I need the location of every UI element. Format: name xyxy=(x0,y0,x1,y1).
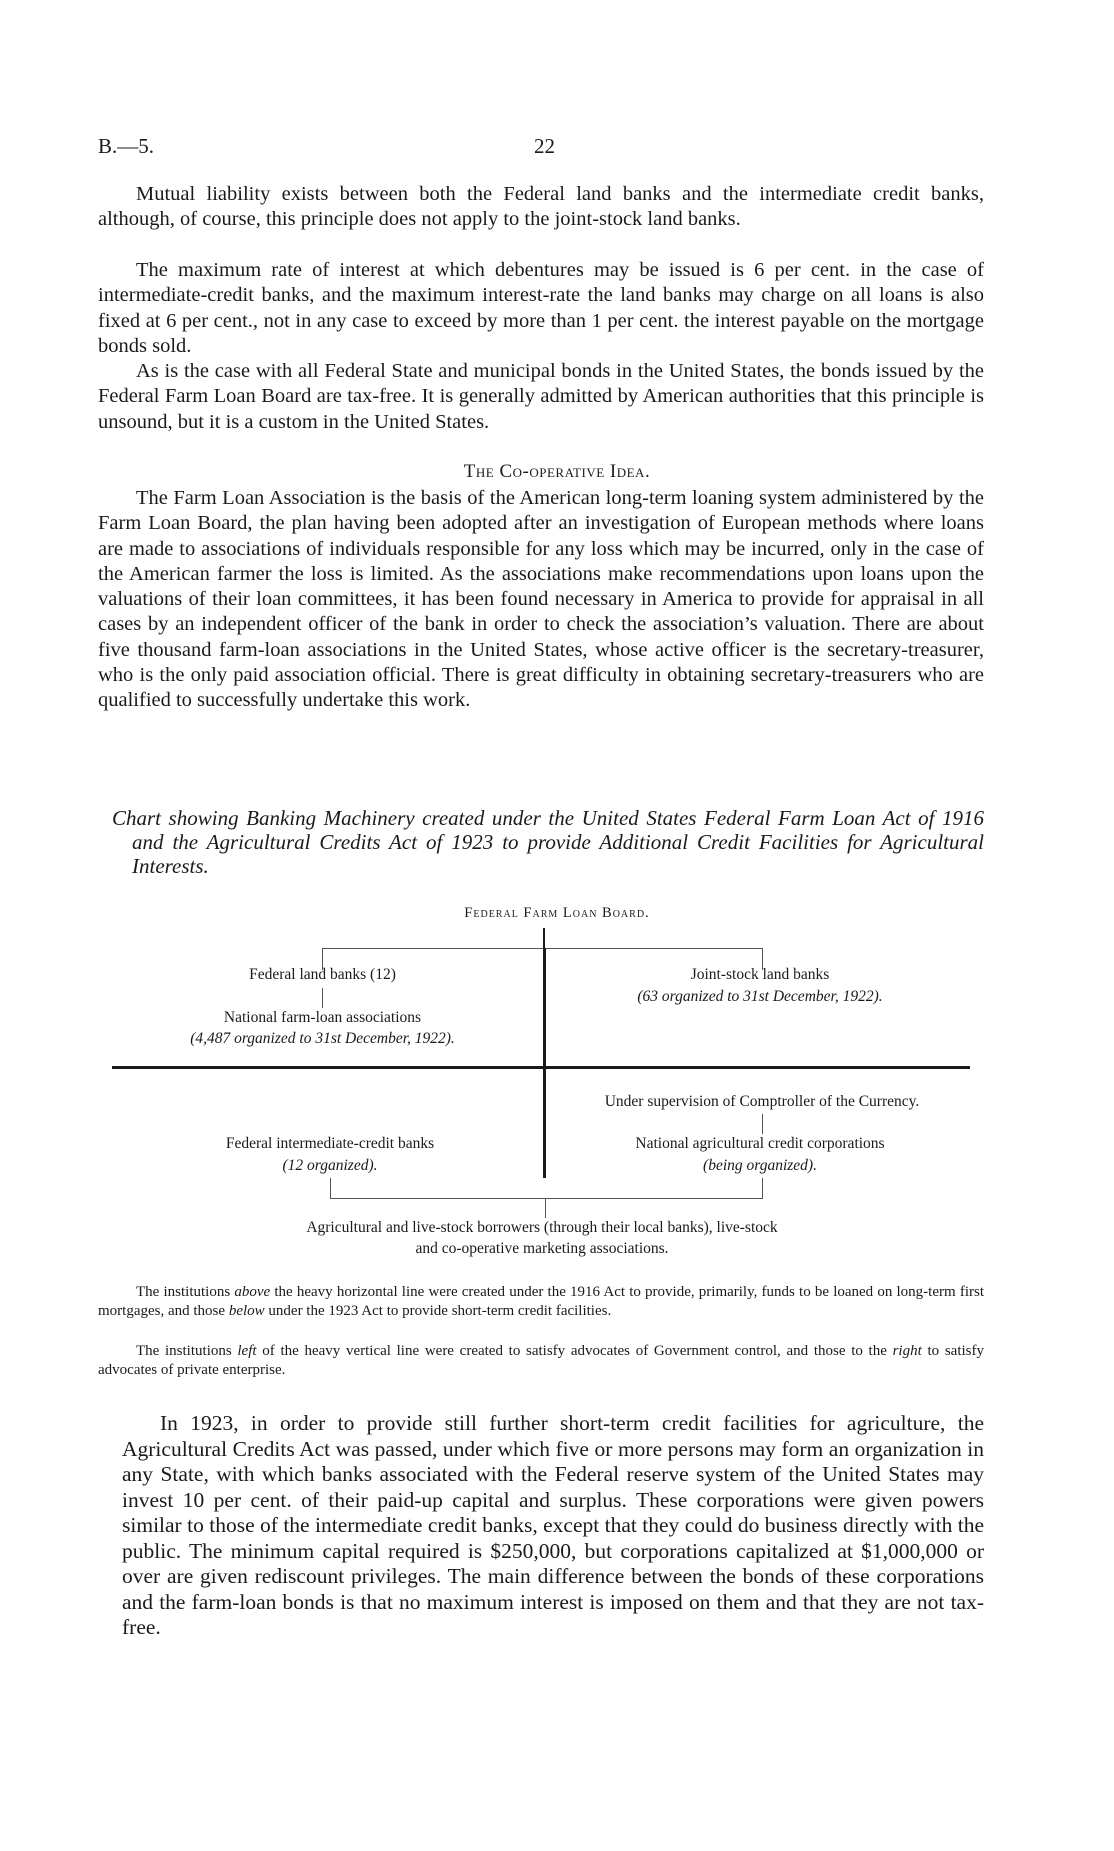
heavy-vertical-line xyxy=(543,948,546,1178)
comptroller-supervision: Under supervision of Comptroller of the Currency. xyxy=(604,1093,920,1110)
intermediate-credit-count: (12 organized). xyxy=(282,1157,378,1174)
intermediate-credit-banks: Federal intermediate-credit banks xyxy=(225,1135,435,1152)
paragraph-interest-rate: The maximum rate of interest at which debentures may be issued is 6 per cent. in the case of intermediate-credit banks, and the maximum interest-rate the land banks may charge on all loans is also fixed at 6 per cent., not in any case to exceed by more than 1 per cent. the interest payable on the mortgage bonds sold. xyxy=(98,259,984,357)
bottom-branch-line xyxy=(330,1198,763,1199)
land-bank-connector xyxy=(322,988,323,1008)
paragraph-agricultural-credits-act: In 1923, in order to provide still further short-term credit facilities for agriculture, the Agricultural Credits Act was passed, under which five or more persons may form an organization in any State, with which banks associated with the Federal reserve system of the United States may invest 10 per cent. of their paid-up capital and surplus. These corporations were given powers similar to those of the intermediate credit banks, except that they could do business directly with the public. The minimum capital required is $250,000, but corporations capitalized at $1,000,000 or over are given rediscount privileges. The main difference between the bonds of these corporations and the farm-loan bonds is that no maximum interest is imposed on them and that they are not tax-free. xyxy=(122,1411,984,1639)
borrowers-line-1: Agricultural and live-stock borrowers (through their local banks), live-stock xyxy=(306,1219,778,1236)
page-number: 22 xyxy=(534,134,555,158)
joint-stock-count: (63 organized to 31st December, 1922). xyxy=(637,988,883,1005)
farm-loan-associations: National farm-loan associations xyxy=(223,1009,422,1026)
federal-land-banks: Federal land banks (12) xyxy=(249,966,396,983)
top-branch-line xyxy=(322,948,762,949)
borrowers-connector xyxy=(545,1198,546,1218)
chart-title: Federal Farm Loan Board. xyxy=(464,905,650,921)
paragraph-mutual-liability: Mutual liability exists between both the Federal land banks and the intermediate credit banks, although, of course, this principle does not apply to the joint-stock land banks. xyxy=(98,183,984,231)
borrowers-line-2: and co-operative marketing associations. xyxy=(415,1240,669,1257)
joint-stock-land-banks: Joint-stock land banks xyxy=(690,966,830,983)
title-connector xyxy=(543,928,545,948)
note-horizontal-line: The institutions above the heavy horizontal line were created under the 1916 Act to provide, primarily, funds to be loaned on long-term first mortgages, and those below under the 1923 Act to provide short-term credit facilities. xyxy=(98,1284,985,1319)
bottom-left-tick xyxy=(330,1178,331,1198)
agricultural-credit-corporations: National agricultural credit corporations xyxy=(635,1135,885,1152)
paragraph-cooperative-idea: The Farm Loan Association is the basis of the American long-term loaning system administered by the Farm Loan Board, the plan having been adopted after an investigation of European methods where loans are made to associations of individuals responsible for any loss which may be incurred, only in the case of the American farmer the loss is limited. As the associations make recommendations upon loans upon the valuations of their loan committees, it has been found necessary in America to provide for appraisal in all cases by an independent officer of the bank in order to check the association’s valuation. There are about five thousand farm-loan associations in the United States, whose active officer is the secretary-treasurer, who is the only paid association official. There is great difficulty in obtaining secretary-treasurers who are qualified to successfully undertake this work. xyxy=(98,487,984,712)
chart-caption: Chart showing Banking Machinery created under the United States Federal Farm Loan Act of 1916 and the Agricultural Credits Act of 1923 to provide Additional Credit Facilities for Agricultural Interests. xyxy=(112,806,984,878)
bottom-right-tick xyxy=(762,1178,763,1198)
paragraph-tax-free: As is the case with all Federal State and municipal bonds in the United States, the bonds issued by the Federal Farm Loan Board are tax-free. It is generally admitted by American authorities that this principle is unsound, but it is a custom in the United States. xyxy=(98,360,984,433)
comptroller-connector xyxy=(762,1114,763,1134)
document-reference: B.—5. xyxy=(98,134,155,158)
agricultural-credit-status: (being organized). xyxy=(703,1157,817,1174)
section-heading: The Co-operative Idea. xyxy=(463,461,651,482)
farm-loan-associations-count: (4,487 organized to 31st December, 1922). xyxy=(190,1030,455,1047)
heavy-horizontal-line xyxy=(112,1066,970,1069)
note-vertical-line: The institutions left of the heavy vertical line were created to satisfy advocates of Government control, and those to the right to satisfy advocates of private enterprise. xyxy=(98,1343,984,1378)
